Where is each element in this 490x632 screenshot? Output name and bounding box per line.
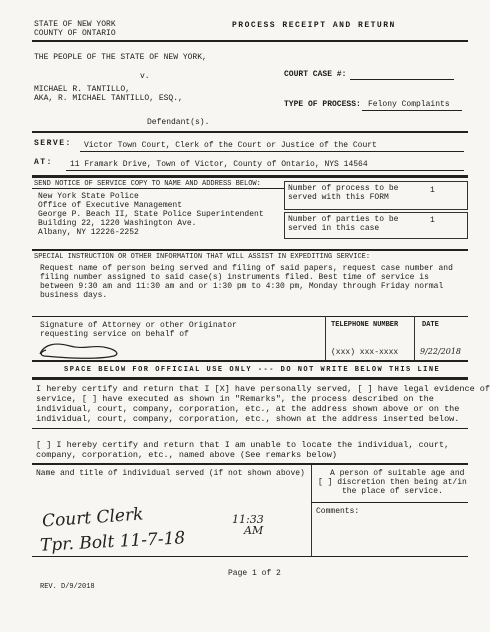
phone-label: TELEPHONE NUMBER <box>331 321 399 329</box>
grid-bottom-rule <box>32 556 468 557</box>
special-header: SPECIAL INSTRUCTION OR OTHER INFORMATION THAT WILL ASSIST IN EXPEDITING SERVICE: <box>34 253 371 261</box>
at-label: AT: <box>34 158 53 167</box>
process-type-field <box>362 110 462 111</box>
served-name-handwritten: Court Clerk <box>41 504 145 532</box>
official-use-banner: SPACE BELOW FOR OFFICIAL USE ONLY --- DO NOT WRITE BELOW THIS LINE <box>64 366 441 374</box>
phone-value: (xxx) xxx-xxxx <box>331 348 399 357</box>
unable-line: company, corporation, etc., named above (See remarks below) <box>36 450 337 460</box>
defendant-aka: AKA, R. MICHAEL TANTILLO, ESQ., <box>34 94 183 103</box>
serve-field <box>80 151 464 152</box>
attorney-signature <box>36 340 126 362</box>
at-field <box>66 170 464 171</box>
served-time-handwritten <box>232 514 264 536</box>
certify-rule <box>32 428 468 429</box>
address-line: New York State Police <box>38 192 139 201</box>
certify-line: individual, court, company, corporation, etc., at the address shown above or on the <box>36 404 460 414</box>
date-value: 9/22/2018 <box>420 347 462 356</box>
parties-count-value: 1 <box>430 216 435 225</box>
parties-count-label-line: served in this case <box>288 224 380 233</box>
comments-rule <box>311 502 468 503</box>
suitable-line: A person of suitable age and <box>330 469 465 478</box>
address-line: Office of Executive Management <box>38 201 183 210</box>
parties-count-label-line: Number of parties to be <box>288 215 399 224</box>
notice-header: SEND NOTICE OF SERVICE COPY TO NAME AND ADDRESS BELOW: <box>34 180 261 188</box>
address-line: George P. Beach II, State Police Superintendent <box>38 210 264 219</box>
defendant-label: Defendant(s). <box>147 118 210 127</box>
special-line: between 9:30 am and 11:30 am and or 1:30 pm to 4:30 pm, Monday through Friday normal <box>40 282 444 291</box>
signature-bottom-rule <box>32 360 468 362</box>
caption-rule <box>32 131 468 133</box>
county-name: COUNTY OF ONTARIO <box>34 29 116 38</box>
certify-text <box>36 384 490 424</box>
court-case-field <box>350 79 454 80</box>
suitable-age-text <box>318 469 467 496</box>
official-rule <box>32 377 468 380</box>
unable-line: [ ] I hereby certify and return that I am unable to locate the individual, court, <box>36 440 450 450</box>
notice-header-rule <box>32 188 284 189</box>
revision-label: REV. D/9/2018 <box>40 583 95 591</box>
court-case-label: COURT CASE #: <box>284 70 347 79</box>
certify-line: service, [ ] have executed as shown in "Remarks", the process described on the <box>36 394 434 404</box>
server-signature-handwritten: Tpr. Bolt 11-7-18 <box>39 528 186 556</box>
special-line: Request name of person being served and filing of said papers, request case number and <box>40 264 453 273</box>
unable-text <box>36 440 449 460</box>
process-type-label: TYPE OF PROCESS: <box>284 100 361 109</box>
page-number: Page 1 of 2 <box>228 569 281 578</box>
process-type-value: Felony Complaints <box>368 100 450 109</box>
people-line: THE PEOPLE OF THE STATE OF NEW YORK, <box>34 53 207 62</box>
signature-label-line: Signature of Attorney or other Originator <box>40 321 237 330</box>
notice-address <box>38 192 264 237</box>
parties-count-label <box>288 215 398 233</box>
served-divider <box>311 465 312 557</box>
served-time-line: 11:33 <box>232 513 264 526</box>
defendant-name: MICHAEL R. TANTILLO, <box>34 85 131 94</box>
date-divider <box>414 316 415 360</box>
serve-label: SERVE: <box>34 139 72 148</box>
suitable-line: the place of service. <box>342 487 443 496</box>
form-title: PROCESS RECEIPT AND RETURN <box>232 21 396 30</box>
special-line: filing number assigned to said case(s) instruments filed. Best time of service is <box>40 273 429 282</box>
notice-rule <box>32 249 468 251</box>
certify-line: I hereby certify and return that I [X] have personally served, [ ] have legal evidence of <box>36 384 490 394</box>
unable-rule <box>32 463 468 465</box>
header-rule <box>32 40 468 42</box>
signature-label <box>40 321 237 339</box>
signature-label-line: requesting service on behalf of <box>40 330 189 339</box>
address-line: Albany, NY 12226-2252 <box>38 228 139 237</box>
special-line: business days. <box>40 291 108 300</box>
special-text <box>40 264 453 300</box>
suitable-line: [ ] discretion then being at/in <box>318 478 467 487</box>
served-time-line: AM <box>244 524 264 537</box>
date-label: DATE <box>422 321 439 329</box>
serve-rule <box>32 175 468 178</box>
address-line: Building 22, 1220 Washington Ave. <box>38 219 197 228</box>
process-count-value: 1 <box>430 186 435 195</box>
state-name: STATE OF NEW YORK <box>34 20 116 29</box>
certify-line: individual, court, company, corporation, etc., shown at the address inserted below. <box>36 414 460 424</box>
name-title-label: Name and title of individual served (if not shown above) <box>36 469 305 478</box>
process-count-label-line: Number of process to be <box>288 184 399 193</box>
at-value: 11 Framark Drive, Town of Victor, County of Ontario, NYS 14564 <box>70 160 368 169</box>
signature-top-rule <box>32 316 468 317</box>
versus-label: v. <box>140 72 150 81</box>
comments-label: Comments: <box>316 507 360 516</box>
process-count-label <box>288 184 398 202</box>
serve-value: Victor Town Court, Clerk of the Court or Justice of the Court <box>84 141 377 150</box>
process-count-label-line: served with this FORM <box>288 193 389 202</box>
phone-divider <box>325 316 326 360</box>
